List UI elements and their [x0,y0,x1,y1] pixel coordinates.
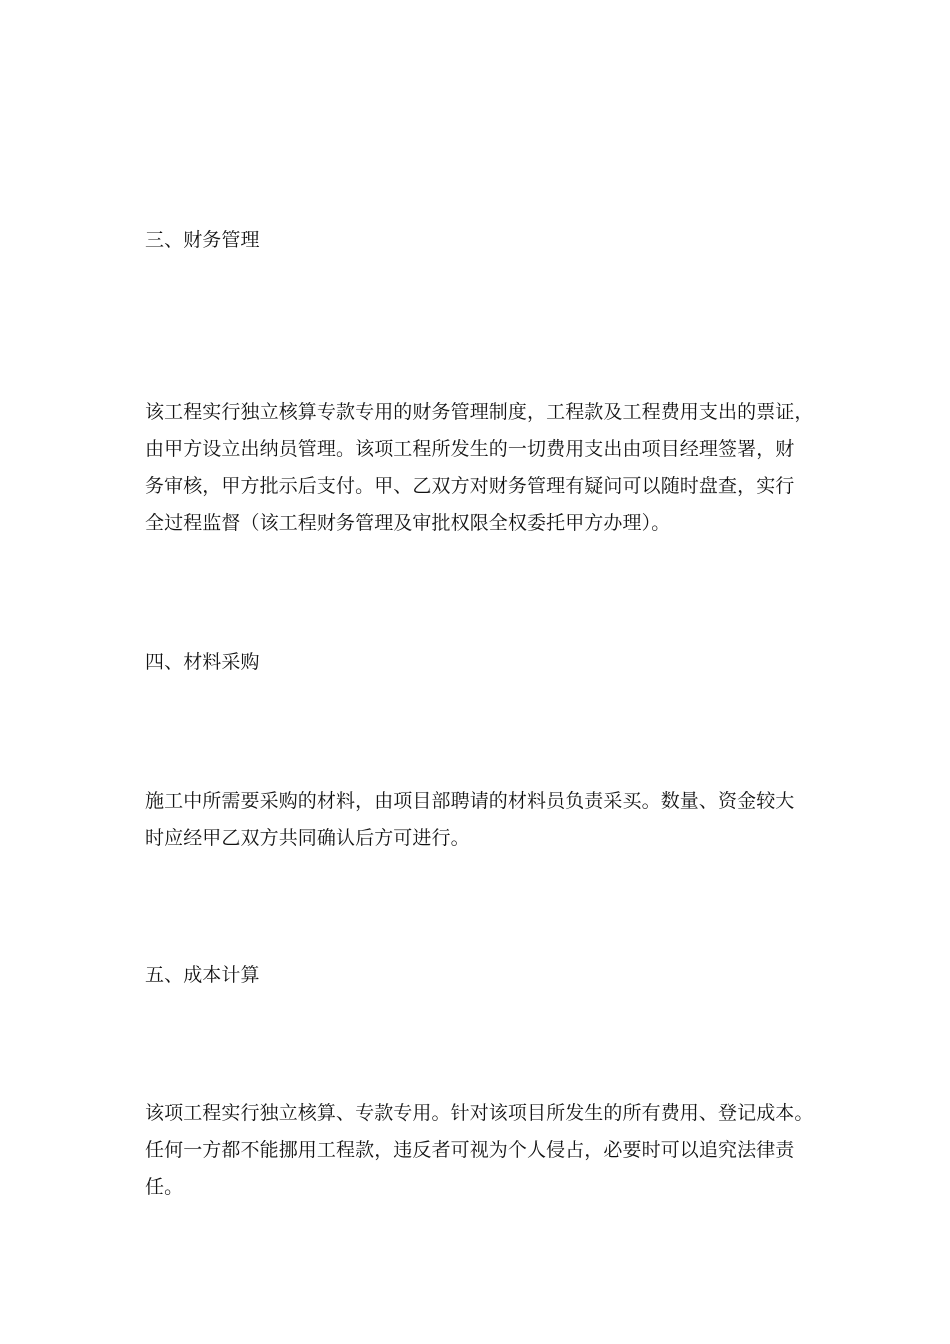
paragraph-line: 由甲方设立出纳员管理。该项工程所发生的一切费用支出由项目经理签署，财 [145,438,795,460]
paragraph-line: 时应经甲乙双方共同确认后方可进行。 [145,827,470,849]
paragraph-line: 任。 [145,1176,184,1198]
paragraph-line: 务审核，甲方批示后支付。甲、乙双方对财务管理有疑问可以随时盘查，实行 [145,475,795,497]
paragraph-line: 全过程监督（该工程财务管理及审批权限全权委托甲方办理）。 [145,512,671,534]
section-heading-cost: 五、成本计算 [145,964,260,986]
paragraph-line: 该工程实行独立核算专款专用的财务管理制度，工程款及工程费用支出的票证， [145,401,814,423]
paragraph-line: 任何一方都不能挪用工程款，违反者可视为个人侵占，必要时可以追究法律责 [145,1139,795,1161]
section-heading-finance: 三、财务管理 [145,229,260,251]
section-heading-materials: 四、材料采购 [145,651,260,673]
paragraph-line: 该项工程实行独立核算、专款专用。针对该项目所发生的所有费用、登记成本。 [145,1102,814,1124]
paragraph-line: 施工中所需要采购的材料，由项目部聘请的材料员负责采买。数量、资金较大 [145,790,795,812]
